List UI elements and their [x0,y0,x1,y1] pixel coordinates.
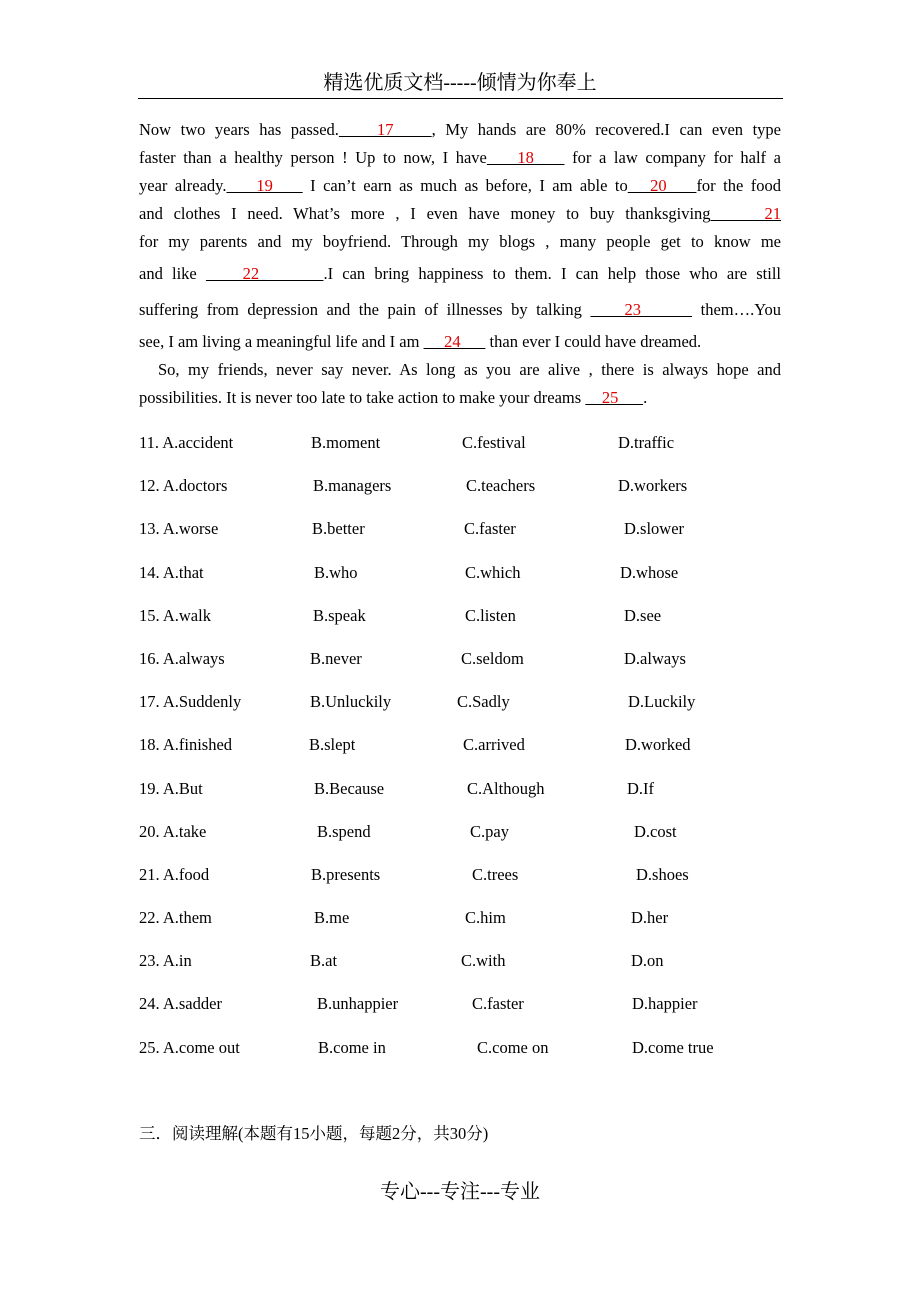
question-lead [139,853,209,896]
passage-line [139,228,781,256]
answer-option: A.food [162,864,210,884]
answer-blank: 19 [226,176,303,195]
cloze-passage [139,116,781,412]
answer-option: B.moment [311,433,381,452]
question-row [139,464,779,507]
question-number: 24. [139,994,163,1014]
question-lead [139,680,241,723]
question-lead [139,1026,240,1069]
multiple-choice-list [139,421,779,1069]
passage-text: So, my friends, never say never. As long as you are alive , there is always hope and [158,360,781,379]
answer-option: D.workers [618,476,688,496]
answer-option: A.doctors [162,476,228,496]
answer-option: C.arrived [463,735,525,755]
question-lead [139,594,211,637]
answer-blank: 25 [585,388,644,407]
answer-option: D.slower [624,519,685,539]
question-lead [139,896,212,939]
question-lead [139,982,222,1025]
answer-option: B.better [312,519,365,539]
answer-option: C.Sadly [457,692,510,712]
passage-text: and like [139,264,206,283]
answer-option: D.whose [620,562,679,582]
answer-option: C.seldom [461,648,524,668]
question-lead [139,810,206,853]
passage-text: possibilities. It is never too late to take action to make your dreams [139,388,586,407]
question-number: 21. [139,864,163,884]
question-row [139,680,779,723]
page-footer: 专心---专注---专业 [380,1181,540,1203]
answer-option: C.with [461,951,506,971]
passage-line [139,200,781,228]
answer-option: C.come on [477,1037,549,1057]
passage-line [139,328,781,356]
answer-option: C.listen [465,605,516,625]
answer-option: D.shoes [636,864,689,884]
header-divider [138,98,783,99]
answer-option: A.that [162,562,204,582]
question-row [139,551,779,594]
answer-option: B.managers [313,476,392,496]
answer-option: A.in [162,951,192,971]
answer-option: B.speak [313,605,366,625]
answer-option: C.pay [470,821,509,841]
passage-line [139,292,781,328]
passage-text: year already. [139,176,227,195]
question-number: 15. [139,605,163,625]
answer-blank: 18 [486,148,565,167]
passage-line [139,116,781,144]
passage-text: for the food [696,176,782,195]
question-lead [139,421,233,464]
question-number: 18. [139,735,163,755]
answer-blank: 20 [627,176,697,195]
question-row [139,637,779,680]
passage-text: than ever I could have dreamed. [485,332,702,351]
question-lead [139,464,227,507]
question-number: 13. [139,519,163,539]
answer-option: B.Because [314,778,385,798]
answer-blank: 24 [423,332,486,351]
passage-text: Now two years has passed. [139,120,339,139]
answer-option: D.happier [632,994,698,1014]
question-number: 11. [139,433,163,452]
question-row [139,853,779,896]
question-number: 23. [139,951,163,971]
answer-option: D.If [627,778,655,798]
answer-option: B.presents [311,864,381,884]
question-row [139,1026,779,1069]
question-number: 17. [139,692,163,712]
answer-option: A.always [162,648,225,668]
passage-text: , My hands are 80% recovered.I can even type [431,120,781,139]
answer-option: D.cost [634,821,677,841]
page-header-title: 精选优质文档-----倾情为你奉上 [323,72,597,94]
answer-option: B.who [314,562,358,582]
question-row [139,767,779,810]
answer-option: C.festival [462,433,526,452]
answer-option: B.slept [309,735,356,755]
answer-option: B.spend [317,821,371,841]
answer-option: A.Suddenly [162,692,242,712]
question-lead [139,637,225,680]
answer-option: A.sadder [162,994,222,1014]
answer-blank: 22 [205,264,324,283]
passage-text: suffering from depression and the pain of illnesses by talking [139,300,591,319]
answer-option: B.unhappier [317,994,399,1014]
passage-text: .I can bring happiness to them. I can help those who are still [323,264,781,283]
question-lead [139,723,232,766]
question-row [139,810,779,853]
answer-option: A.walk [162,605,211,625]
question-number: 20. [139,821,163,841]
question-lead [139,507,218,550]
passage-text: for a law company for half a [564,148,781,167]
answer-option: C.trees [472,864,519,884]
question-number: 25. [139,1037,163,1057]
question-row [139,982,779,1025]
question-number: 14. [139,562,163,582]
answer-option: C.which [465,562,521,582]
answer-option: C.faster [464,519,516,539]
answer-option: A.finished [162,735,233,755]
question-number: 22. [139,908,163,928]
passage-line [139,256,781,292]
passage-text: . [643,388,648,407]
question-lead [139,767,203,810]
answer-option: C.faster [472,994,524,1014]
passage-line [139,356,781,384]
question-row [139,421,779,464]
question-row [139,594,779,637]
passage-text: faster than a healthy person ! Up to now, I have [139,148,487,167]
answer-option: A.accident [162,433,234,452]
question-number: 19. [139,778,163,798]
answer-option: B.at [310,951,338,971]
answer-option: D.on [631,951,664,971]
question-row [139,507,779,550]
question-row [139,896,779,939]
question-row [139,723,779,766]
passage-line [139,172,781,200]
answer-option: C.Although [467,778,545,798]
question-number: 16. [139,648,163,668]
answer-option: C.teachers [466,476,536,496]
passage-text: see, I am living a meaningful life and I am [139,332,424,351]
answer-option: A.But [162,778,203,798]
answer-blank: 23 [590,300,693,319]
passage-text: them….You [692,300,781,319]
question-lead [139,551,204,594]
answer-blank: 17 [338,120,432,139]
passage-line [139,384,781,412]
answer-option: D.come true [632,1037,714,1057]
question-lead [139,939,192,982]
answer-option: A.take [162,821,207,841]
answer-option: D.worked [625,735,691,755]
passage-text: and clothes I need. What’s more , I even have money to buy thanksgiving [139,204,711,223]
answer-option: D.Luckily [628,692,696,712]
answer-option: B.come in [318,1037,386,1057]
answer-option: C.him [465,908,506,928]
answer-option: B.Unluckily [310,692,392,712]
answer-option: A.come out [162,1037,240,1057]
passage-line [139,144,781,172]
passage-text: for my parents and my boyfriend. Through my blogs , many people get to know me [139,232,781,251]
section-title: 三．阅读理解(本题有15小题，每题2分，共30分) [139,1124,489,1143]
answer-option: D.traffic [618,433,675,452]
answer-option: D.always [624,648,686,668]
answer-option: D.see [624,605,662,625]
answer-blank: 21 [710,204,781,223]
question-number: 12. [139,476,163,496]
answer-option: B.me [314,908,350,928]
answer-option: D.her [631,908,669,928]
question-row [139,939,779,982]
passage-text: I can’t earn as much as before, I am able to [302,176,628,195]
answer-option: A.them [162,908,212,928]
answer-option: B.never [310,648,362,668]
answer-option: A.worse [162,519,219,539]
